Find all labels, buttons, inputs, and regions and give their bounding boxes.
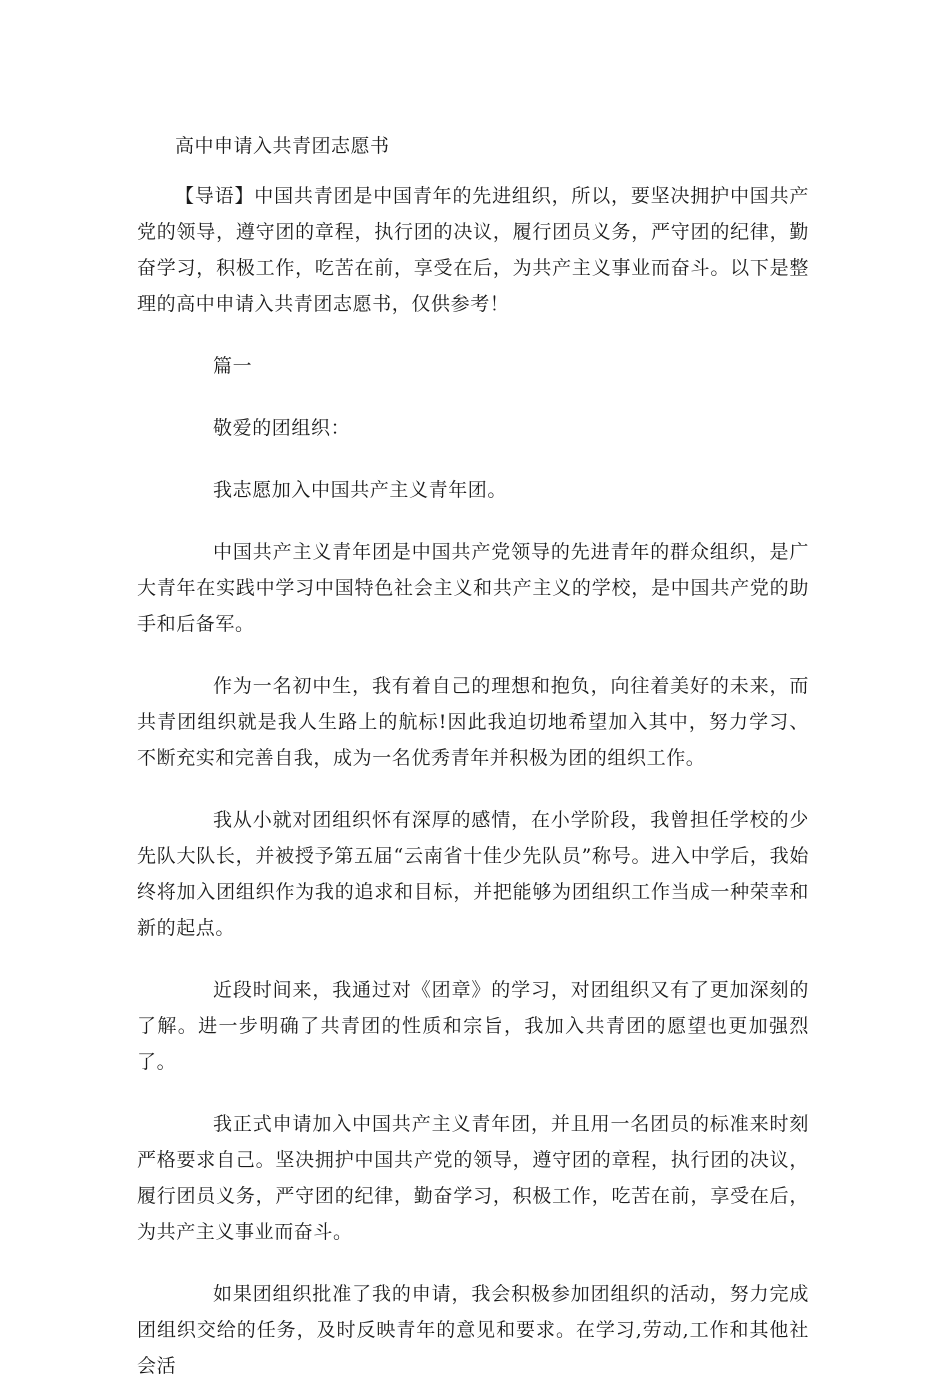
body-paragraph: 近段时间来，我通过对《团章》的学习，对团组织又有了更加深刻的了解。进一步明确了共青团的性质和宗旨，我加入共青团的愿望也更加强烈了。 [137, 979, 809, 1073]
body-paragraph: 如果团组织批准了我的申请，我会积极参加团组织的活动，努力完成团组织交给的任务，及时反映青年的意见和要求。在学习,劳动,工作和其他社会活 [137, 1283, 809, 1377]
body-paragraph: 我从小就对团组织怀有深厚的感情，在小学阶段，我曾担任学校的少先队大队长，并被授予第五届“云南省十佳少先队员”称号。进入中学后，我始终将加入团组织作为我的追求和目标，并把能够为团组织工作当成一种荣幸和新的起点。 [137, 809, 809, 939]
body-paragraph: 作为一名初中生，我有着自己的理想和抱负，向往着美好的未来，而共青团组织就是我人生路上的航标!因此我迫切地希望加入其中，努力学习、不断充实和完善自我，成为一名优秀青年并积极为团的组织工作。 [137, 675, 809, 769]
salutation: 敬爱的团组织： [213, 417, 351, 439]
body-paragraph: 中国共产主义青年团是中国共产党领导的先进青年的群众组织，是广大青年在实践中学习中国特色社会主义和共产主义的学校，是中国共产党的助手和后备军。 [137, 541, 809, 635]
intro-paragraph: 【导语】中国共青团是中国青年的先进组织，所以，要坚决拥护中国共产党的领导，遵守团的章程，执行团的决议，履行团员义务，严守团的纪律，勤奋学习，积极工作，吃苦在前，享受在后，为共产主义事业而奋斗。以下是整理的高中申请入共青团志愿书，仅供参考！ [137, 185, 809, 315]
document-page [137, 128, 809, 1377]
body-paragraph: 我志愿加入中国共产主义青年团。 [213, 479, 508, 501]
section-heading: 篇一 [213, 355, 253, 377]
body-paragraph: 我正式申请加入中国共产主义青年团，并且用一名团员的标准来时刻严格要求自己。坚决拥护中国共产党的领导，遵守团的章程，执行团的决议，履行团员义务，严守团的纪律，勤奋学习，积极工作，吃苦在前，享受在后，为共产主义事业而奋斗。 [137, 1113, 809, 1243]
document-title: 高中申请入共青团志愿书 [175, 135, 390, 157]
